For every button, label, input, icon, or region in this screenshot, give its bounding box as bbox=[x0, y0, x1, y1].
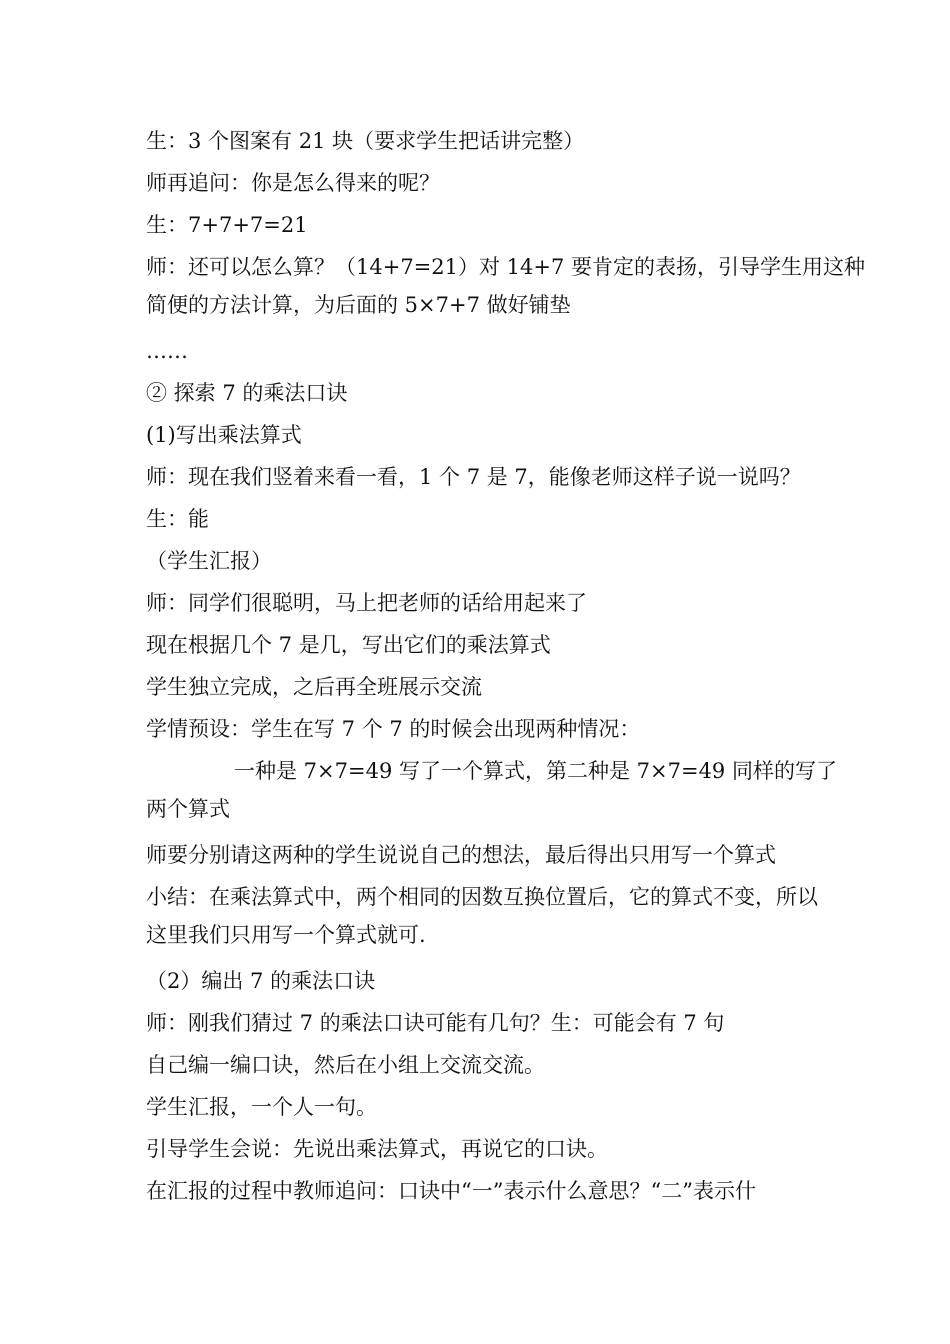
paragraph-line: 在汇报的过程中教师追问：口诀中“一”表示什么意思？“二”表示什 bbox=[146, 1179, 756, 1203]
paragraph-line: 师再追问：你是怎么得来的呢？ bbox=[146, 171, 440, 195]
paragraph-line: 师：刚我们猜过 7 的乘法口诀可能有几句？生：可能会有 7 句 bbox=[146, 1011, 725, 1035]
paragraph-line: 师：还可以怎么算？（14+7=21）对 14+7 要肯定的表扬，引导学生用这种 bbox=[146, 255, 866, 279]
paragraph-line: 师：同学们很聪明，马上把老师的话给用起来了 bbox=[146, 591, 587, 615]
paragraph-line: （学生汇报） bbox=[146, 549, 272, 573]
paragraph-line: 学生汇报，一个人一句。 bbox=[146, 1095, 377, 1119]
paragraph-line: 师：现在我们竖着来看一看，1 个 7 是 7，能像老师这样子说一说吗？ bbox=[146, 465, 801, 489]
paragraph-line: 两个算式 bbox=[146, 797, 230, 821]
paragraph-line: 师要分别请这两种的学生说说自己的想法，最后得出只用写一个算式 bbox=[146, 843, 776, 867]
summary-line: 小结：在乘法算式中，两个相同的因数互换位置后，它的算式不变，所以 bbox=[146, 885, 818, 909]
ellipsis-line: …… bbox=[146, 339, 188, 363]
subsection-heading: （2）编出 7 的乘法口诀 bbox=[146, 969, 376, 993]
paragraph-line: 简便的方法计算，为后面的 5×7+7 做好铺垫 bbox=[146, 293, 571, 317]
document-body bbox=[146, 120, 866, 1212]
subsection-heading: (1)写出乘法算式 bbox=[146, 423, 302, 447]
paragraph-line: 生：7+7+7=21 bbox=[146, 213, 308, 237]
paragraph-line: 一种是 7×7=49 写了一个算式，第二种是 7×7=49 同样的写了 bbox=[234, 759, 837, 783]
paragraph-line: 现在根据几个 7 是几，写出它们的乘法算式 bbox=[146, 633, 551, 657]
paragraph-line: 生：3 个图案有 21 块（要求学生把话讲完整） bbox=[146, 129, 585, 153]
paragraph-line: 引导学生会说：先说出乘法算式，再说它的口诀。 bbox=[146, 1137, 608, 1161]
paragraph-line: 学生独立完成，之后再全班展示交流 bbox=[146, 675, 482, 699]
paragraph-line: 生：能 bbox=[146, 507, 209, 531]
section-heading: ② 探索 7 的乘法口诀 bbox=[146, 381, 348, 405]
paragraph-line: 学情预设：学生在写 7 个 7 的时候会出现两种情况： bbox=[146, 717, 641, 741]
paragraph-line: 自己编一编口诀，然后在小组上交流交流。 bbox=[146, 1053, 545, 1077]
summary-line: 这里我们只用写一个算式就可. bbox=[146, 923, 426, 947]
